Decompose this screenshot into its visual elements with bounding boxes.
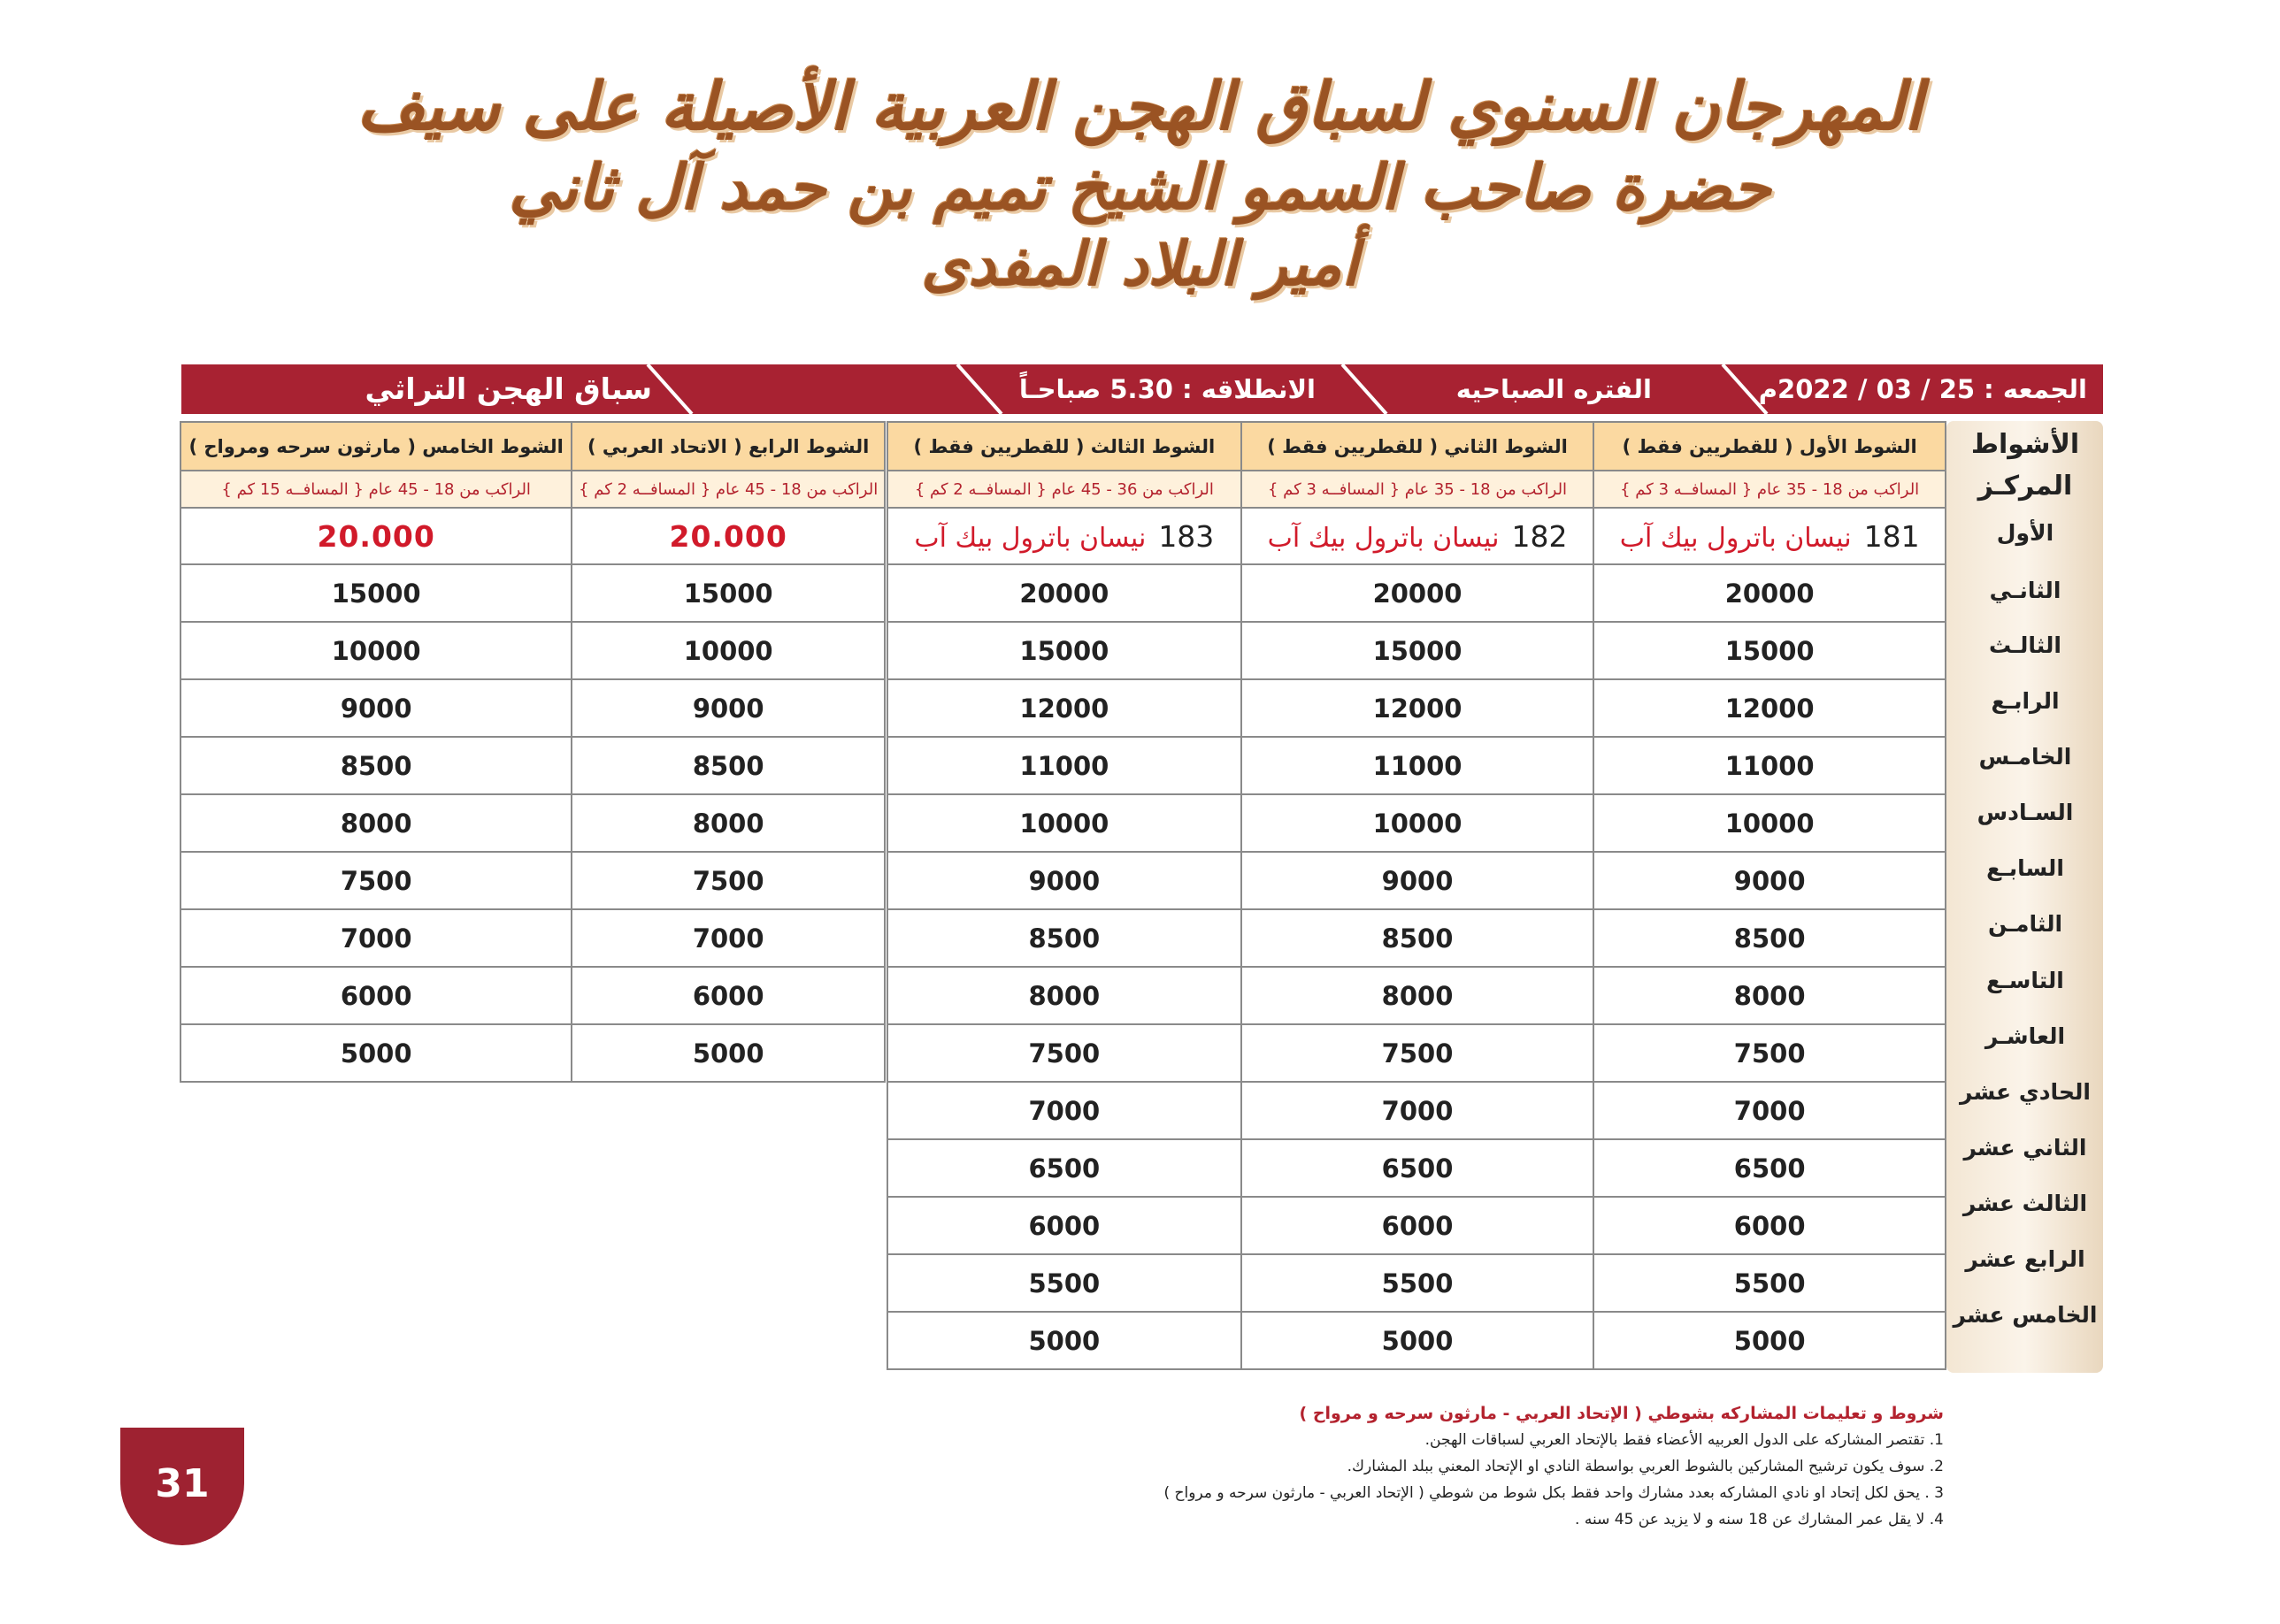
prize-cell: 6000	[180, 967, 572, 1024]
page-number: 31	[155, 1461, 210, 1506]
prize-cell: 11000	[1241, 737, 1594, 794]
banner-date: الجمعه : 25 / 03 / 2022م	[1758, 374, 2087, 404]
row-label: الثالث عشر	[1962, 1191, 2088, 1216]
prize-cell: 5000	[1241, 1312, 1594, 1369]
prize-cell: 10000	[887, 794, 1241, 852]
prize-cell: 11000	[1593, 737, 1946, 794]
prize-cell: 9000	[887, 852, 1241, 909]
row-label: الثانـي	[1989, 578, 2061, 603]
prize-cell: 7500	[1241, 1024, 1594, 1082]
prize-cell: 6500	[1241, 1139, 1594, 1197]
row-label: الرابـع	[1991, 688, 2060, 714]
first-place-prize: 20.000	[572, 508, 885, 564]
prize-cell: 6000	[572, 967, 885, 1024]
prize-cell: 7000	[1593, 1082, 1946, 1139]
prize-cell: 6000	[1593, 1197, 1946, 1254]
prize-cell: 9000	[1241, 852, 1594, 909]
prize-cell: 9000	[572, 679, 885, 737]
title-line-3: أمير البلاد المفدى	[921, 229, 1359, 301]
prize-cell: 20000	[1593, 564, 1946, 622]
prize-cell: 5000	[1593, 1312, 1946, 1369]
prize-cell: 6000	[887, 1197, 1241, 1254]
car-prize: نيسان باترول بيك آب	[1267, 522, 1500, 554]
round-conditions: الراكب من 18 - 35 عام { المسافــه 3 كم }	[1241, 471, 1594, 508]
participation-notes	[838, 1404, 1944, 1533]
banner-divider-3	[948, 364, 1010, 414]
prize-cell: 12000	[1593, 679, 1946, 737]
prize-cell: 10000	[180, 622, 572, 679]
row-label: الثالـث	[1989, 632, 2061, 658]
prize-cell: 7500	[180, 852, 572, 909]
prize-cell: 6500	[887, 1139, 1241, 1197]
row-label: الخامس عشر	[1953, 1302, 2098, 1328]
race-number: 182	[1511, 518, 1568, 554]
prize-cell: 7500	[1593, 1024, 1946, 1082]
round-conditions: الراكب من 18 - 45 عام { المسافــه 2 كم }	[572, 471, 885, 508]
notes-item: 2. سوف يكون ترشيح المشاركين بالشوط العربي بواسطة النادي او الإتحاد المعني ببلد المشارك.	[1347, 1458, 1944, 1475]
notes-item: 4. لا يقل عمر المشارك عن 18 سنه و لا يزيد عن 45 سنه .	[1575, 1511, 1944, 1528]
page-title	[0, 69, 2280, 301]
prize-cell: 8500	[1593, 909, 1946, 967]
banner-divider-1	[1714, 364, 1776, 414]
prize-cell: 8500	[1241, 909, 1594, 967]
prize-cell: 7000	[1241, 1082, 1594, 1139]
title-line-1: المهرجان السنوي لسباق الهجن العربية الأصيلة على سيف	[357, 69, 1923, 145]
prize-cell: 10000	[1593, 794, 1946, 852]
prize-cell: 8000	[180, 794, 572, 852]
banner-start: الانطلاقه : 5.30 صباحـاً	[1018, 374, 1316, 404]
prize-cell: 8500	[180, 737, 572, 794]
banner-race-name: سباق الهجن التراثي	[365, 372, 652, 406]
prize-cell: 8500	[572, 737, 885, 794]
prize-cell: 12000	[887, 679, 1241, 737]
prize-cell: 8500	[887, 909, 1241, 967]
row-label: الرابع عشر	[1965, 1246, 2085, 1272]
round-conditions: الراكب من 36 - 45 عام { المسافــه 2 كم }	[887, 471, 1241, 508]
prize-cell: 7000	[180, 909, 572, 967]
prize-cell: 12000	[1241, 679, 1594, 737]
row-label: التاسـع	[1986, 968, 2064, 993]
car-prize: نيسان باترول بيك آب	[914, 522, 1147, 554]
row-label: الثاني عشر	[1963, 1135, 2087, 1161]
prize-cell: 15000	[1241, 622, 1594, 679]
notes-item: 3 . يحق لكل إتحاد او نادي المشاركه بعدد مشارك واحد فقط بكل شوط من شوطي ( الإتحاد العربي - مارثون سرحه و مرواح )	[1163, 1484, 1944, 1502]
prize-cell: 8000	[572, 794, 885, 852]
prize-cell: 5000	[887, 1312, 1241, 1369]
round-title: الشوط الثاني ( للقطريين فقط )	[1241, 422, 1594, 471]
prize-cell: 9000	[180, 679, 572, 737]
prize-cell: 7500	[572, 852, 885, 909]
row-label: الأول	[1996, 520, 2054, 546]
prize-cell: 5500	[1241, 1254, 1594, 1312]
title-line-2: حضرة صاحب السمو الشيخ تميم بن حمد آل ثاني	[509, 149, 1771, 224]
prize-cell: 15000	[1593, 622, 1946, 679]
prize-cell: 5000	[572, 1024, 885, 1082]
prize-cell: 6500	[1593, 1139, 1946, 1197]
banner-divider-2	[1333, 364, 1395, 414]
page-number-tab	[120, 1428, 244, 1545]
row-label: الخامـس	[1978, 744, 2072, 770]
round-title: الشوط الأول ( للقطريين فقط )	[1593, 422, 1946, 471]
round-title: الشوط الثالث ( للقطريين فقط )	[887, 422, 1241, 471]
prize-cell: 10000	[572, 622, 885, 679]
first-place-prize: 20.000	[180, 508, 572, 564]
notes-title: شروط و تعليمات المشاركه بشوطي ( الإتحاد العربي - مارثون سرحه و مرواح )	[1299, 1404, 1944, 1423]
row-label: السـادس	[1977, 800, 2074, 825]
prize-cell: 8000	[1241, 967, 1594, 1024]
round-conditions: الراكب من 18 - 35 عام { المسافــه 3 كم }	[1593, 471, 1946, 508]
row-label: الثامـن	[1987, 911, 2063, 937]
first-place-prize	[1593, 508, 1946, 564]
prize-cell: 7500	[887, 1024, 1241, 1082]
prize-cell: 10000	[1241, 794, 1594, 852]
prize-cell: 15000	[180, 564, 572, 622]
prize-cell: 11000	[887, 737, 1241, 794]
race-number: 183	[1158, 518, 1215, 554]
car-prize: نيسان باترول بيك آب	[1619, 522, 1852, 554]
row-label: العاشـر	[1984, 1023, 2066, 1049]
prize-cell: 8000	[887, 967, 1241, 1024]
prize-cell: 5500	[1593, 1254, 1946, 1312]
row-label: السابـع	[1986, 855, 2064, 881]
prize-cell: 20000	[1241, 564, 1594, 622]
prize-cell: 7000	[572, 909, 885, 967]
prize-cell: 15000	[887, 622, 1241, 679]
row-label: المركـز	[1977, 471, 2073, 502]
row-label: الحادي عشر	[1960, 1079, 2091, 1105]
round-title: الشوط الرابع ( الاتحاد العربي )	[572, 422, 885, 471]
round-title: الشوط الخامس ( مارثون سرحه ومرواح )	[180, 422, 572, 471]
prize-cell: 5500	[887, 1254, 1241, 1312]
prize-cell: 15000	[572, 564, 885, 622]
rounds-table-main	[887, 421, 1946, 1370]
prize-cell: 5000	[180, 1024, 572, 1082]
first-place-prize	[887, 508, 1241, 564]
first-place-prize	[1241, 508, 1594, 564]
row-label: الأشواط	[1970, 429, 2080, 460]
round-conditions: الراكب من 18 - 45 عام { المسافــه 15 كم }	[180, 471, 572, 508]
prize-cell: 9000	[1593, 852, 1946, 909]
notes-item: 1. تقتصر المشاركه على الدول العربيه الأعضاء فقط بالإتحاد العربي لسباقات الهجن.	[1424, 1431, 1944, 1449]
prize-cell: 6000	[1241, 1197, 1594, 1254]
prize-cell: 7000	[887, 1082, 1241, 1139]
race-number: 181	[1863, 518, 1920, 554]
rounds-table-arab	[180, 421, 886, 1083]
header-banner	[181, 364, 2103, 414]
prize-cell: 8000	[1593, 967, 1946, 1024]
banner-period: الفتره الصباحيه	[1455, 374, 1652, 404]
prize-cell: 20000	[887, 564, 1241, 622]
